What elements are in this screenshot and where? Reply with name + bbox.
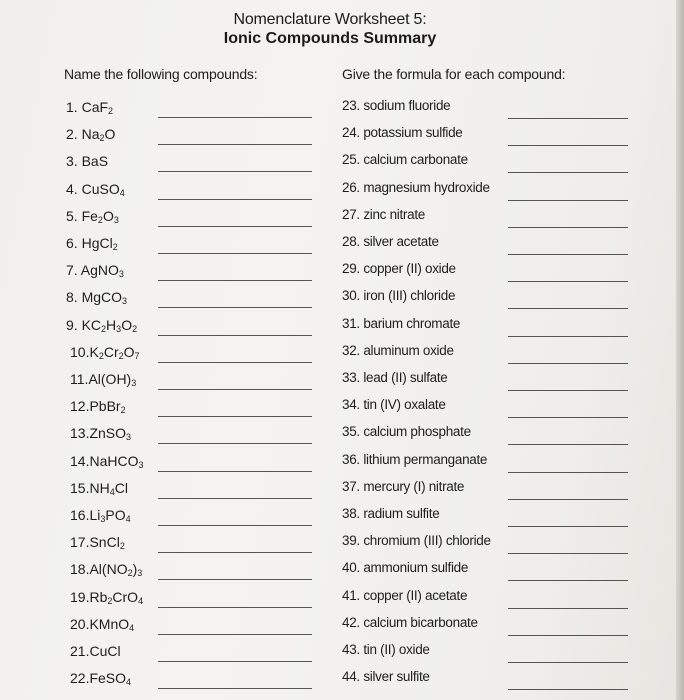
right-question-33: 33. lead (II) sulfate (342, 370, 448, 385)
answer-line[interactable] (508, 444, 628, 445)
answer-line[interactable] (508, 662, 628, 663)
question-number: 8. (66, 289, 82, 306)
answer-line[interactable] (158, 443, 312, 444)
compound-formula: $K_2Cr_2O_7$ (89, 343, 140, 361)
answer-line[interactable] (508, 608, 628, 609)
compound-formula: ZnSO$_3$ (89, 425, 132, 443)
answer-line[interactable] (508, 635, 628, 636)
answer-line[interactable] (508, 145, 628, 146)
right-column-heading: Give the formula for each compound: (342, 66, 566, 82)
answer-line[interactable] (158, 416, 312, 417)
compound-formula: $Al(NO_2)_3$ (89, 561, 143, 579)
left-question-8 (66, 289, 127, 305)
left-question-6 (66, 235, 118, 251)
left-question-13 (70, 425, 131, 441)
left-question-12 (70, 398, 126, 414)
question-number: 2. (66, 126, 82, 143)
answer-line[interactable] (508, 390, 628, 391)
answer-line[interactable] (508, 308, 628, 309)
compound-formula: $NH_4Cl$ (89, 479, 128, 497)
answer-line[interactable] (158, 307, 312, 308)
answer-line[interactable] (508, 227, 628, 228)
answer-line[interactable] (158, 280, 312, 281)
compound-formula: HgCl$_2$ (81, 235, 118, 252)
left-question-9 (66, 317, 137, 333)
left-question-1 (66, 99, 113, 115)
question-number: 20. (70, 615, 90, 632)
left-question-2 (66, 126, 115, 142)
answer-line[interactable] (508, 118, 628, 119)
question-number: 19. (70, 588, 90, 605)
question-number: 11. (70, 371, 89, 387)
right-question-35: 35. calcium phosphate (342, 424, 471, 440)
compound-formula: $Li_3PO_4$ (89, 507, 131, 524)
answer-line[interactable] (508, 526, 628, 527)
answer-line[interactable] (508, 499, 628, 500)
right-question-31: 31. barium chromate (342, 315, 461, 331)
answer-line[interactable] (508, 580, 628, 581)
compound-formula: SnCl$_2$ (89, 534, 125, 552)
answer-line[interactable] (508, 281, 628, 282)
question-number: 6. (66, 235, 82, 251)
answer-line[interactable] (158, 552, 312, 553)
worksheet-title: Nomenclature Worksheet 5: (233, 11, 427, 28)
compound-formula: AgNO$_3$ (80, 262, 124, 280)
question-number: 1. (66, 99, 82, 115)
right-question-37: 37. mercury (I) nitrate (342, 478, 465, 494)
right-question-25: 25. calcium carbonate (342, 152, 468, 168)
right-question-43: 43. tin (II) oxide (342, 642, 430, 657)
left-question-14 (70, 453, 144, 469)
left-question-11 (70, 371, 136, 387)
left-question-3 (66, 153, 108, 169)
compound-formula: CuCl (89, 643, 121, 659)
question-number: 15. (70, 479, 90, 496)
right-question-41: 41. copper (II) acetate (342, 587, 468, 603)
answer-line[interactable] (158, 226, 312, 227)
compound-formula: $Na_2O$ (81, 126, 116, 144)
question-number: 10. (70, 343, 90, 360)
question-number: 22. (70, 670, 90, 687)
left-question-7 (66, 262, 124, 278)
question-number: 12. (70, 398, 90, 415)
right-question-36: 36. lithium permanganate (342, 451, 488, 467)
answer-line[interactable] (158, 335, 312, 336)
left-question-21 (70, 643, 121, 659)
right-question-26: 26. magnesium hydroxide (342, 179, 490, 195)
answer-line[interactable] (158, 471, 312, 472)
answer-line[interactable] (158, 688, 312, 689)
compound-formula: MgCO$_3$ (81, 289, 128, 307)
right-question-38: 38. radium sulfite (342, 506, 440, 521)
compound-formula: CuSO$_4$ (81, 180, 125, 198)
right-question-29: 29. copper (II) oxide (342, 261, 456, 277)
answer-line[interactable] (508, 172, 628, 173)
question-number: 7. (66, 262, 81, 279)
question-number: 4. (66, 180, 82, 197)
right-question-42: 42. calcium bicarbonate (342, 614, 478, 630)
answer-line[interactable] (508, 336, 628, 337)
answer-line[interactable] (158, 634, 312, 635)
answer-line[interactable] (158, 607, 312, 608)
answer-line[interactable] (508, 689, 628, 690)
question-number: 16. (70, 507, 90, 523)
page-edge (676, 0, 684, 700)
question-number: 18. (70, 561, 90, 578)
question-number: 13. (70, 425, 90, 442)
left-question-22 (70, 670, 131, 686)
answer-line[interactable] (508, 200, 628, 201)
answer-line[interactable] (508, 417, 628, 418)
left-question-19 (70, 589, 143, 605)
compound-formula: $Rb_2CrO_4$ (89, 588, 144, 606)
answer-line[interactable] (158, 498, 312, 499)
answer-line[interactable] (158, 362, 312, 363)
compound-formula: FeSO$_4$ (89, 670, 132, 688)
right-question-44: 44. silver sulfite (342, 669, 430, 685)
right-question-40: 40. ammonium sulfide (342, 560, 469, 576)
answer-line[interactable] (158, 171, 312, 172)
answer-line[interactable] (508, 553, 628, 554)
left-question-20 (70, 616, 134, 632)
right-question-24: 24. potassium sulfide (342, 125, 463, 141)
right-question-23: 23. sodium fluoride (342, 98, 451, 113)
compound-formula: CaF$_2$ (81, 99, 114, 116)
answer-line[interactable] (508, 363, 628, 364)
answer-line[interactable] (158, 661, 312, 662)
answer-line[interactable] (508, 254, 628, 255)
answer-line[interactable] (158, 144, 312, 145)
right-question-32: 32. aluminum oxide (342, 342, 454, 358)
right-question-34: 34. tin (IV) oxalate (342, 397, 446, 413)
question-number: 14. (70, 452, 90, 469)
compound-formula: $Al(OH)_3$ (88, 371, 137, 388)
answer-line[interactable] (158, 389, 312, 390)
right-question-27: 27. zinc nitrate (342, 206, 425, 222)
left-question-10 (70, 344, 140, 360)
question-number: 21. (70, 643, 90, 659)
left-column-heading: Name the following compounds: (64, 66, 258, 82)
left-question-17 (70, 534, 125, 550)
answer-line[interactable] (508, 472, 628, 473)
worksheet-subtitle: Ionic Compounds Summary (223, 30, 437, 47)
compound-formula: $KC_2H_3O_2$ (81, 316, 138, 334)
question-number: 3. (66, 153, 82, 170)
compound-formula: NaHCO$_3$ (89, 452, 144, 470)
right-question-30: 30. iron (III) chloride (342, 288, 456, 304)
answer-line[interactable] (158, 253, 312, 254)
left-question-15 (70, 480, 128, 496)
right-question-28: 28. silver acetate (342, 234, 439, 249)
left-question-18 (70, 561, 142, 577)
compound-formula: BaS (81, 153, 109, 170)
answer-line[interactable] (158, 525, 312, 526)
left-question-16 (70, 507, 131, 523)
compound-formula: PbBr$_2$ (89, 398, 126, 416)
answer-line[interactable] (158, 199, 312, 200)
compound-formula: KMnO$_4$ (89, 615, 135, 633)
answer-line[interactable] (158, 117, 312, 118)
question-number: 5. (66, 207, 82, 224)
answer-line[interactable] (158, 579, 312, 580)
right-question-39: 39. chromium (III) chloride (342, 533, 491, 549)
left-question-5 (66, 208, 119, 224)
question-number: 17. (70, 534, 90, 551)
left-question-4 (66, 181, 125, 197)
question-number: 9. (66, 316, 82, 333)
compound-formula: $Fe_2O_3$ (81, 207, 119, 225)
